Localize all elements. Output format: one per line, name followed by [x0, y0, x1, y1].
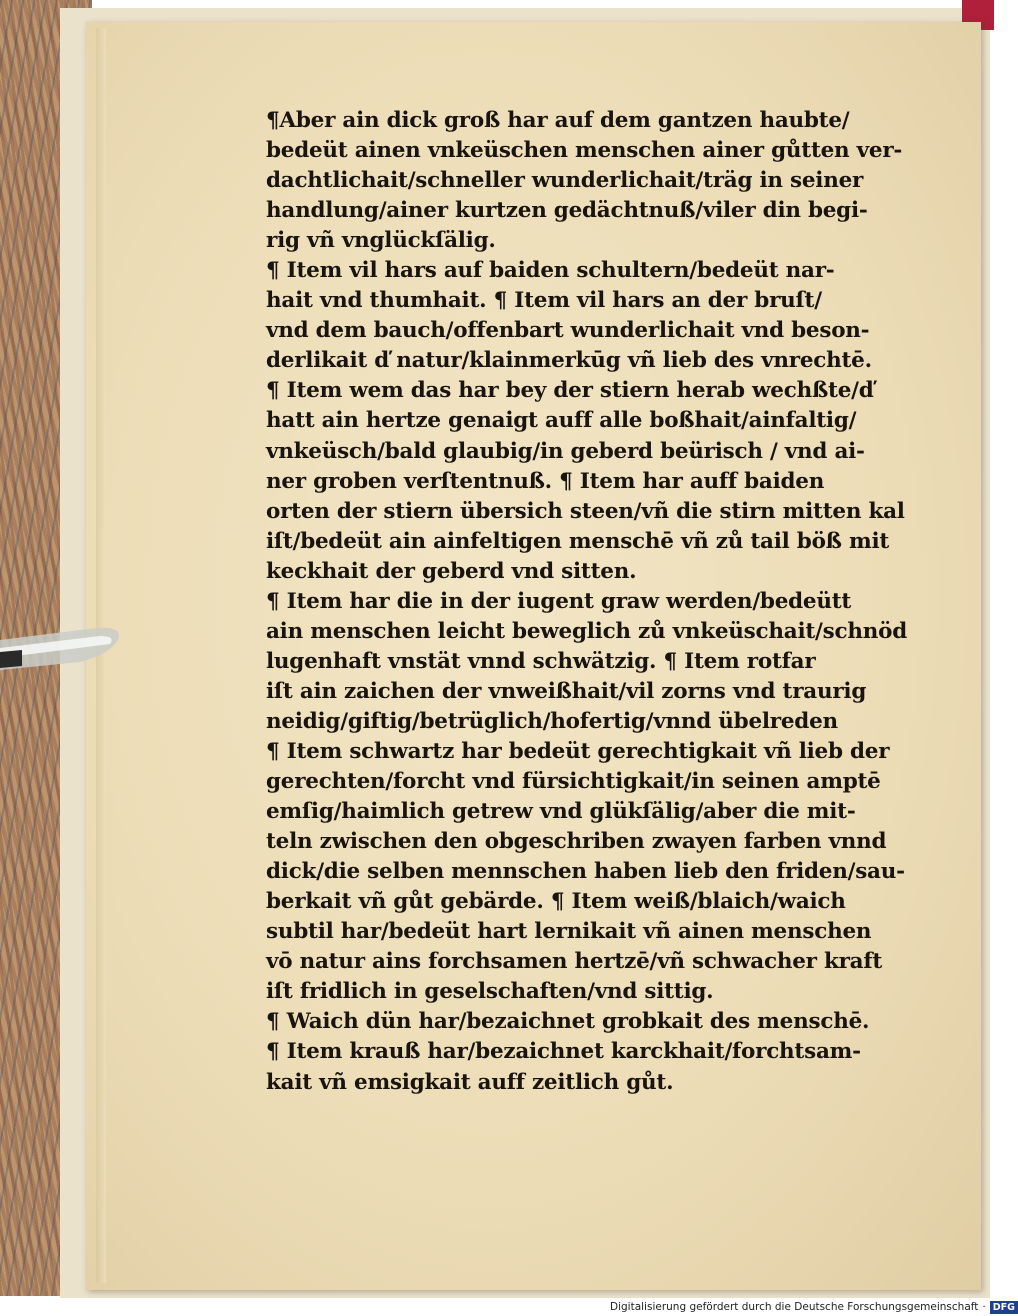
text-line: vnkeüsch/bald glaubig/in geberd beürisch / vnd ai- — [266, 438, 865, 464]
text-line: ¶ Item wem das har bey der stiern herab wechßte/ď — [266, 378, 874, 404]
text-line: lugenhaft vnstät vnnd schwätzig. ¶ Item rotfar — [266, 648, 816, 674]
text-line: ¶ Item schwartz har bedeüt gerechtigkait vñ lieb der — [266, 738, 890, 764]
text-line: subtil har/bedeüt hart lernikait vñ ainen menschen — [266, 919, 872, 945]
text-line: ain menschen leicht beweglich zů vnkeüschait/schnöd — [266, 618, 907, 644]
text-line: keckhait der geberd vnd sitten. — [266, 558, 637, 584]
text-line: gerechten/forcht vnd fürsichtigkait/in seinen amptē — [266, 769, 881, 795]
text-line: derlikait ď natur/klainmerkūg vñ lieb des vnrechtē. — [266, 348, 872, 374]
text-line: vnd dem bauch/offenbart wunderlichait vnd beson- — [266, 318, 870, 344]
text-line: ¶ Item har die in der iugent graw werden/bedeütt — [266, 588, 852, 614]
text-line: berkait vñ gůt gebärde. ¶ Item weiß/blaich/waich — [266, 889, 846, 915]
text-line: ¶ Waich dün har/bezaichnet grobkait des menschē. — [266, 1009, 870, 1035]
text-line: emſig/haimlich getrew vnd glükſälig/aber die mit- — [266, 799, 856, 825]
digitization-credit — [610, 1299, 1018, 1315]
page-holder-clip-icon — [0, 618, 124, 678]
body-text — [266, 106, 916, 1098]
text-line: handlung/ainer kurtzen gedächtnuß/viler din begi- — [266, 198, 868, 224]
text-line: neidig/giftig/betrüglich/hofertig/vnnd übelreden — [266, 708, 838, 734]
text-line: rig vñ vnglückſälig. — [266, 228, 496, 254]
dfg-logo: DFG — [990, 1301, 1018, 1314]
credit-separator: · — [982, 1301, 986, 1313]
text-line: ¶Aber ain dick groß har auf dem gantzen haubte/ — [266, 108, 850, 133]
text-line: bedeüt ainen vnkeüschen menschen ainer gůtten ver- — [266, 138, 903, 164]
text-line: dick/die selben mennschen haben lieb den friden/sau- — [266, 859, 905, 885]
text-line: vō natur ains forchsamen hertzē/vñ schwacher kraft — [266, 949, 883, 975]
credit-text: Digitalisierung gefördert durch die Deutsche Forschungsgemeinschaft — [610, 1301, 979, 1313]
text-line: hait vnd thumhait. ¶ Item vil hars an der bruſt/ — [266, 288, 822, 314]
text-line: teln zwischen den obgeschriben zwayen farben vnnd — [266, 829, 887, 855]
text-line: iſt fridlich in geselschaften/vnd sittig. — [266, 979, 714, 1005]
text-line: orten der stiern übersich steen/vñ die stirn mitten kal — [266, 498, 905, 524]
text-line: ner groben verſtentnuß. ¶ Item har auff baiden — [266, 468, 825, 494]
text-line: ¶ Item krauß har/bezaichnet karckhait/forchtsam- — [266, 1039, 861, 1065]
text-line: iſt/bedeüt ain ainfeltigen menschē vñ zů tail böß mit — [266, 528, 890, 554]
text-line: dachtlichait/schneller wunderlichait/träg in seiner — [266, 168, 864, 194]
text-line: hatt ain hertze genaigt auff alle boßhait/ainfaltig/ — [266, 408, 857, 434]
text-line: kait vñ emsigkait auff zeitlich gůt. — [266, 1069, 674, 1095]
text-line: iſt ain zaichen der vnweißhait/vil zorns vnd traurig — [266, 678, 867, 704]
text-line: ¶ Item vil hars auf baiden schultern/bedeüt nar- — [266, 258, 835, 284]
